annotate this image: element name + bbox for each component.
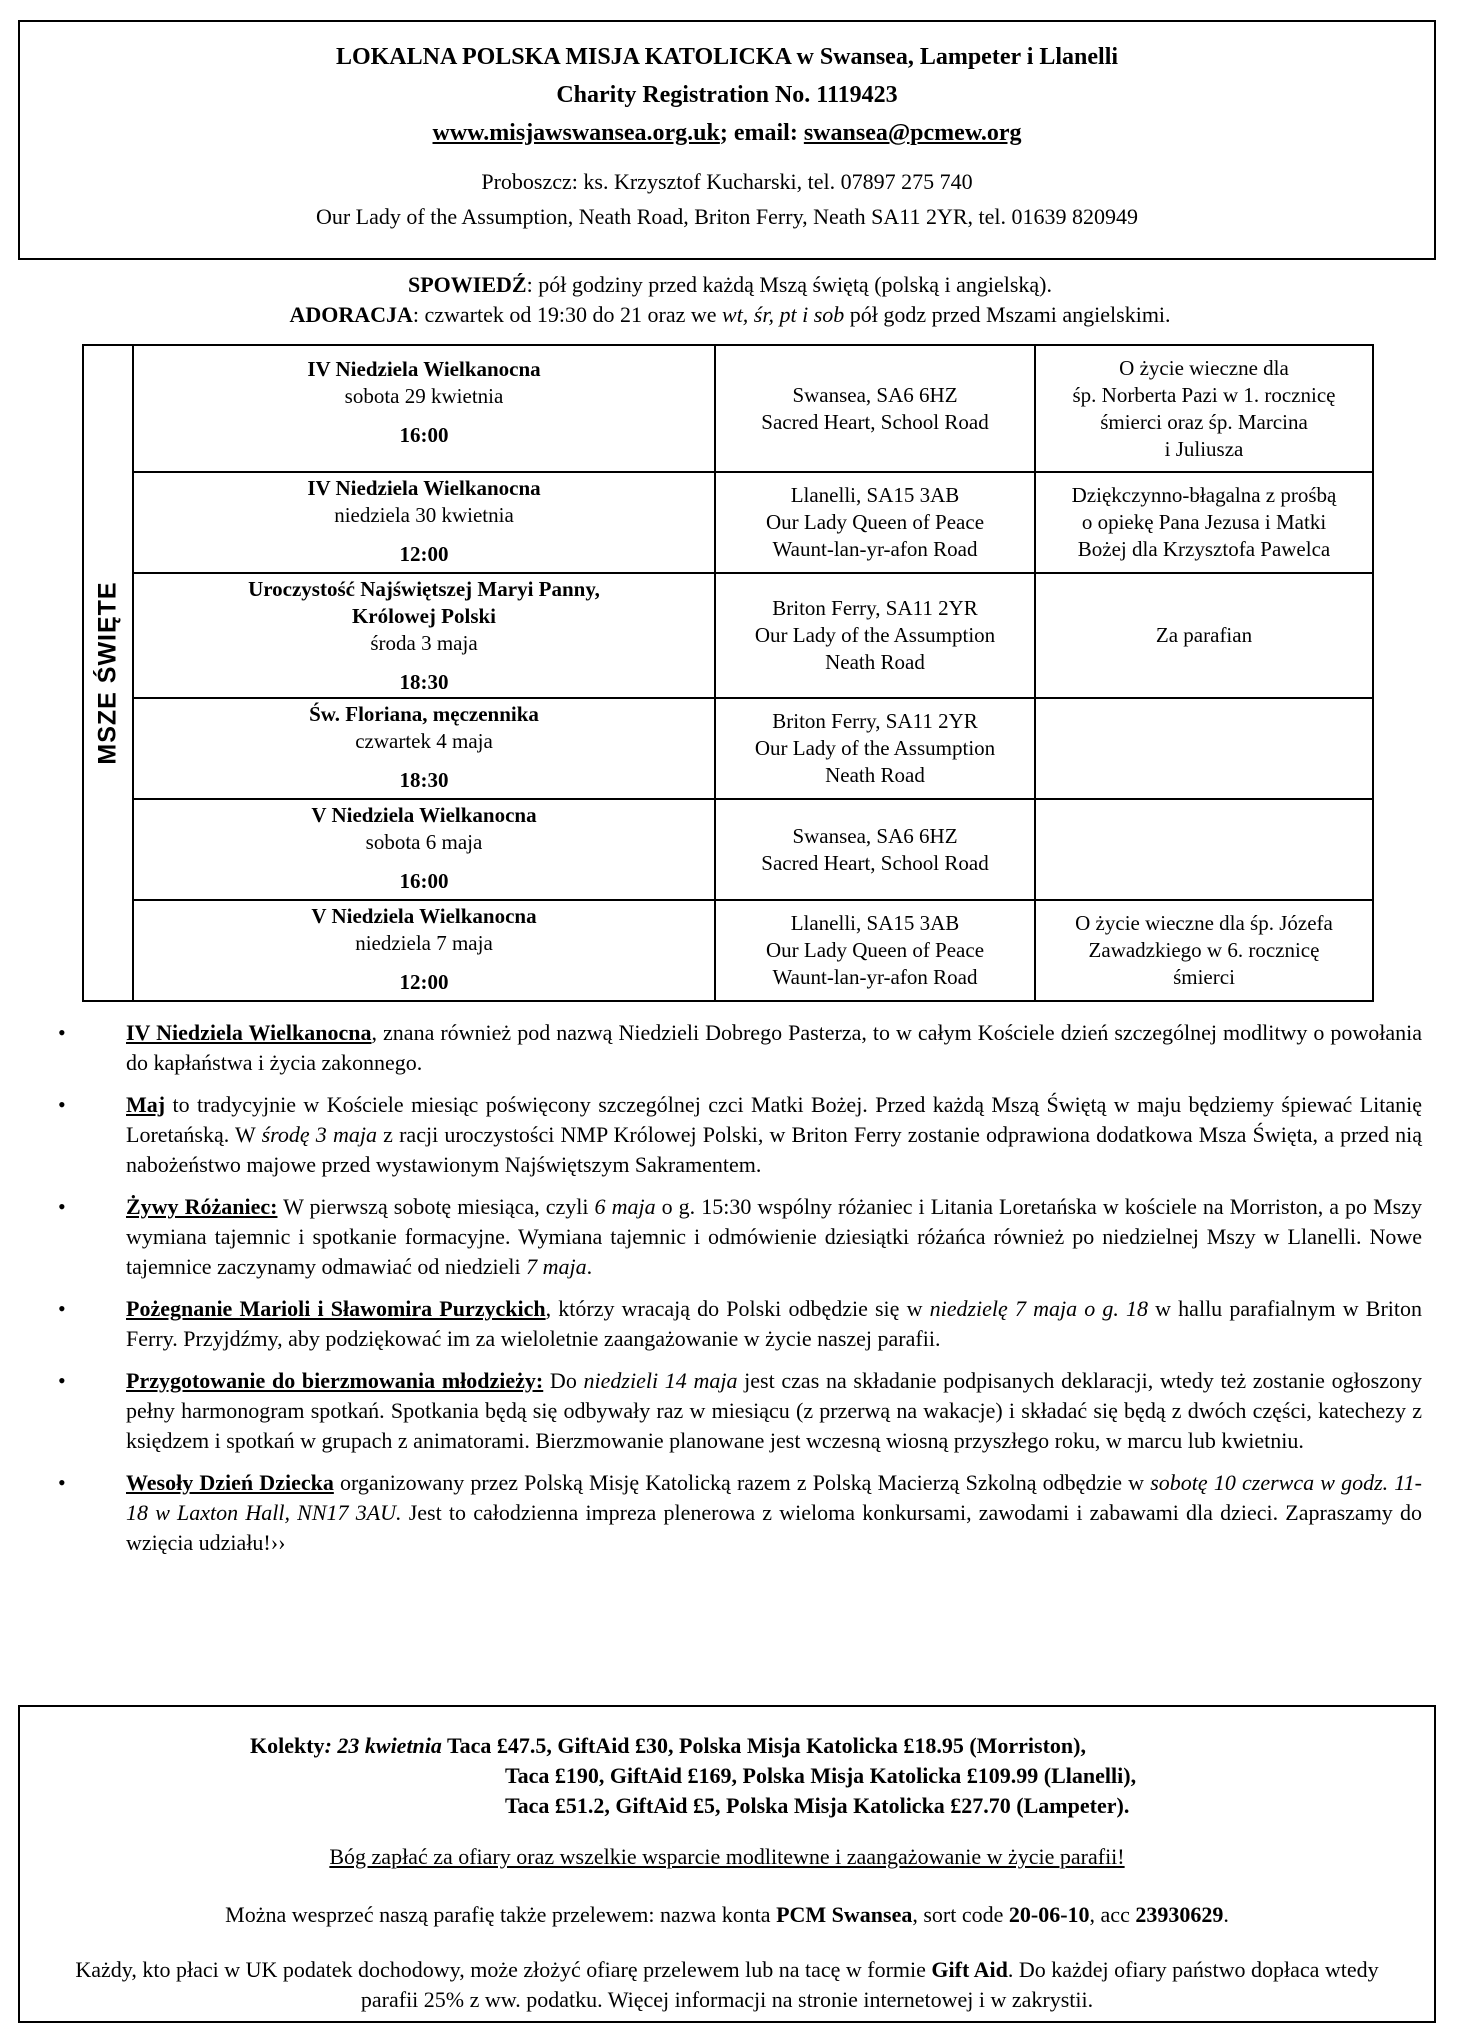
place-line: Our Lady of the Assumption — [754, 736, 996, 761]
gift-aid-label: Gift Aid — [931, 1957, 1008, 1982]
table-row — [83, 472, 1373, 573]
announcement-text: . — [586, 1254, 593, 1279]
intention-line: o opiekę Pana Jezusa i Matki — [1081, 510, 1327, 535]
announcement-italic: 6 maja — [594, 1194, 656, 1219]
place-line: Briton Ferry, SA11 2YR — [772, 709, 978, 734]
place-line: Our Lady Queen of Peace — [765, 938, 985, 963]
announcement-text: jest czas na składanie podpisanych deklaracji, wtedy też zostanie ogłoszony pełny harmonogram spotkań. Spotkania będą się odbywały raz w miesiącu (z przerwą na wakacje) i składać się będą z dwóch części, katechezy z księdzem i spotkań w grupach z animatorami. Bierzmowanie planowane jest wczesną wiosną przyszłego roku, w marcu lub kwietniu. — [126, 1368, 1423, 1453]
place-cell — [715, 573, 1035, 698]
announcement-italic: sobotę 10 czerwca w godz. 11-18 w Laxton Hall, NN17 3AU. — [126, 1470, 1422, 1525]
sort-code: 20-06-10 — [1008, 1902, 1090, 1927]
announcement-text: o g. 15:30 wspólny różaniec i Litania Loretańska w kościele na Morriston, a po Mszy wymiana tajemnic i spotkanie formacyjne. Wymiana tajemnic i odmówienie dziesiątki różańca również po niedzielnej Mszy w Llanelli. Nowe tajemnice zaczynamy odmawiać od niedzieli — [126, 1194, 1422, 1279]
place-line: Llanelli, SA15 3AB — [790, 911, 960, 936]
adoration-days: wt, śr, pt i sob — [722, 302, 845, 327]
gift-aid-text: Każdy, kto płaci w UK podatek dochodowy, może złożyć ofiarę przelewem lub na tacę w formie — [75, 1957, 932, 1982]
event-time: 16:00 — [399, 869, 449, 894]
intention-cell — [1035, 900, 1373, 1001]
event-cell — [133, 799, 715, 900]
header-box — [18, 20, 1436, 260]
place-line: Briton Ferry, SA11 2YR — [772, 596, 978, 621]
contact-line — [20, 114, 1434, 152]
announcement-text: w hallu parafialnym w Briton Ferry. Przyjdźmy, aby podziękować im za wieloletnie zaangażowanie w życie naszej parafii. — [126, 1296, 1422, 1351]
event-name: IV Niedziela Wielkanocna — [307, 476, 541, 501]
event-name: V Niedziela Wielkanocna — [311, 803, 537, 828]
event-cell — [133, 573, 715, 698]
place-line: Swansea, SA6 6HZ — [792, 823, 958, 848]
event-cell — [133, 345, 715, 472]
place-cell — [715, 799, 1035, 900]
account-name: PCM Swansea — [776, 1902, 913, 1927]
announcement-item — [0, 1090, 1460, 1180]
gift-aid-info — [50, 1955, 1404, 2015]
announcement-item — [0, 1468, 1460, 1558]
place-line: Sacred Heart, School Road — [761, 850, 989, 875]
event-cell — [133, 472, 715, 573]
collections-label: Kolekty — [250, 1733, 325, 1758]
event-cell — [133, 900, 715, 1001]
announcement-text: Do — [543, 1368, 584, 1393]
account-text: Można wesprzeć naszą parafię także przelewem: nazwa konta — [225, 1902, 777, 1927]
intention-line: O życie wieczne dla — [1119, 355, 1289, 380]
event-date: środa 3 maja — [370, 631, 478, 656]
announcement-text: organizowany przez Polską Misję Katolicką razem z Polską Macierzą Szkolną odbędzie w — [333, 1470, 1151, 1495]
bullet-dot-icon: • — [58, 1020, 66, 1045]
intention-cell — [1035, 698, 1373, 799]
announcement-italic: niedzielę 7 maja o g. 18 — [929, 1296, 1149, 1321]
confession-info — [0, 270, 1460, 300]
announcement-italic: 7 maja — [526, 1254, 587, 1279]
collections-date: 23 kwietnia — [337, 1733, 442, 1758]
intention-line: Zawadzkiego w 6. rocznicę — [1088, 938, 1320, 963]
collections — [250, 1731, 1136, 1821]
place-line: Waunt-lan-yr-afon Road — [772, 965, 978, 990]
priest-line: Proboszcz: ks. Krzysztof Kucharski, tel. 07897 275 740 — [481, 169, 973, 194]
collections-llanelli: Taca £190, GiftAid £169, Polska Misja Katolicka £109.99 (Llanelli), — [505, 1763, 1137, 1788]
mass-schedule-table — [82, 344, 1374, 1002]
intention-line: Za parafian — [1155, 623, 1253, 648]
announcement-title: IV Niedziela Wielkanocna — [126, 1020, 372, 1045]
announcement-item — [0, 1366, 1460, 1456]
bullet-dot-icon: • — [58, 1470, 66, 1495]
adoration-info — [0, 300, 1460, 330]
side-label-cell — [83, 345, 133, 1001]
intention-line: Dziękczynno-błagalna z prośbą — [1071, 483, 1337, 508]
event-name: Uroczystość Najświętszej Maryi Panny, — [248, 577, 600, 602]
place-line: Waunt-lan-yr-afon Road — [772, 537, 978, 562]
bullet-dot-icon: • — [58, 1368, 66, 1393]
thanks-line: Bóg zapłać za ofiary oraz wszelkie wsparcie modlitewne i zaangażowanie w życie parafii! — [329, 1844, 1125, 1869]
place-line: Swansea, SA6 6HZ — [792, 382, 958, 407]
place-line: Neath Road — [825, 763, 925, 788]
intention-line: Bożej dla Krzysztofa Pawelca — [1077, 537, 1331, 562]
announcement-text: , którzy wracają do Polski odbędzie się w — [545, 1296, 930, 1321]
collections-line — [250, 1731, 1136, 1761]
announcement-item — [0, 1192, 1460, 1282]
account-text: , acc — [1089, 1902, 1136, 1927]
announcement-title: Pożegnanie Marioli i Sławomira Purzyckich — [126, 1296, 546, 1321]
event-date: czwartek 4 maja — [355, 729, 493, 754]
account-text: , sort code — [912, 1902, 1009, 1927]
event-time: 12:00 — [399, 970, 449, 995]
announcements — [0, 1018, 1460, 1570]
adoration-label: ADORACJA — [289, 302, 413, 327]
place-cell — [715, 345, 1035, 472]
event-time: 12:00 — [399, 542, 449, 567]
event-cell — [133, 698, 715, 799]
table-row — [83, 345, 1373, 472]
charity-number: Charity Registration No. 1119423 — [556, 82, 898, 108]
email-link[interactable]: swansea@pcmew.org — [803, 120, 1022, 146]
announcement-item — [0, 1018, 1460, 1078]
place-cell — [715, 698, 1035, 799]
footer-box — [18, 1705, 1436, 2023]
intention-cell — [1035, 799, 1373, 900]
intention-line: śmierci oraz śp. Marcina — [1100, 409, 1308, 434]
event-time: 18:30 — [399, 670, 449, 695]
announcement-text: , znana również pod nazwą Niedzieli Dobrego Pasterza, to w całym Kościele dzień szczególnej modlitwy o powołania do kapłaństwa i życia zakonnego. — [126, 1020, 1422, 1075]
intention-line: O życie wieczne dla śp. Józefa — [1075, 911, 1333, 936]
event-time: 16:00 — [399, 423, 449, 447]
announcement-title: Maj — [126, 1092, 166, 1117]
intention-cell — [1035, 345, 1373, 472]
announcement-italic: niedzieli 14 maja — [583, 1368, 738, 1393]
table-row — [83, 900, 1373, 1001]
announcement-text: Jest to całodzienna impreza plenerowa z wieloma konkursami, zawodami i zabawami dla dzieci. Zapraszamy do wzięcia udziału!›› — [126, 1500, 1422, 1555]
event-date: sobota 6 maja — [365, 830, 483, 855]
announcement-title: Wesoły Dzień Dziecka — [126, 1470, 334, 1495]
address-line: Our Lady of the Assumption, Neath Road, Briton Ferry, Neath SA11 2YR, tel. 01639 820949 — [315, 204, 1139, 229]
collections-lampeter: Taca £51.2, GiftAid £5, Polska Misja Katolicka £27.70 (Lampeter). — [505, 1793, 1130, 1818]
side-label: MSZE ŚWIĘTE — [93, 581, 122, 765]
table-row — [83, 799, 1373, 900]
mission-title: LOKALNA POLSKA MISJA KATOLICKA w Swansea, Lampeter i Llanelli — [335, 44, 1119, 70]
gift-aid-text: . Do każdej ofiary państwo dopłaca wtedy parafii 25% z ww. podatku. Więcej informacji na stronie internetowej i w zakrystii. — [360, 1957, 1379, 2012]
place-line: Sacred Heart, School Road — [761, 409, 989, 434]
intention-line: śp. Norberta Pazi w 1. rocznicę — [1072, 382, 1336, 407]
place-cell — [715, 472, 1035, 573]
announcement-title: Przygotowanie do bierzmowania młodzieży: — [126, 1368, 544, 1393]
adoration-text: : czwartek od 19:30 do 21 oraz we — [412, 302, 723, 327]
intention-cell — [1035, 573, 1373, 698]
place-line: Llanelli, SA15 3AB — [790, 483, 960, 508]
table-row — [83, 573, 1373, 698]
event-date: niedziela 30 kwietnia — [334, 503, 514, 528]
event-name: Św. Floriana, męczennika — [309, 702, 539, 727]
bank-account-line — [20, 1900, 1434, 1930]
account-number: 23930629 — [1135, 1902, 1224, 1927]
bullet-dot-icon: • — [58, 1092, 66, 1117]
event-name-line2: Królowej Polski — [351, 604, 497, 629]
adoration-text-end: pół godz przed Mszami angielskimi. — [844, 302, 1171, 327]
event-name: IV Niedziela Wielkanocna — [307, 357, 541, 381]
announcement-text: z racji uroczystości NMP Królowej Polski, w Briton Ferry zostanie odprawiona dodatkowa Msza Święta, a przed nią nabożeństwo majowe przed wystawionym Najświętszym Sakramentem. — [126, 1122, 1422, 1177]
intention-line: śmierci — [1173, 965, 1235, 990]
event-date: sobota 29 kwietnia — [344, 384, 504, 408]
announcement-title: Żywy Różaniec: — [126, 1194, 278, 1219]
collections-colon: : — [324, 1733, 338, 1758]
announcement-text: to tradycyjnie w Kościele miesiąc poświęcony szczególnej czci Matki Bożej. Przed każdą Mszą Świętą w maju będziemy śpiewać Litanię Loretańską. W — [126, 1092, 1422, 1147]
bullet-dot-icon: • — [58, 1194, 66, 1219]
website-link[interactable]: www.misjawswansea.org.uk — [432, 120, 720, 146]
confession-label: SPOWIEDŹ — [408, 272, 527, 297]
bullet-dot-icon: • — [58, 1296, 66, 1321]
announcement-text: W pierwszą sobotę miesiąca, czyli — [277, 1194, 595, 1219]
place-line: Neath Road — [825, 650, 925, 675]
announcement-item — [0, 1294, 1460, 1354]
event-time: 18:30 — [399, 768, 449, 793]
email-label: ; email: — [719, 120, 804, 146]
place-line: Our Lady Queen of Peace — [765, 510, 985, 535]
confession-text: : pół godziny przed każdą Mszą świętą (polską i angielską). — [526, 272, 1052, 297]
intention-line: i Juliusza — [1164, 436, 1244, 461]
event-name: V Niedziela Wielkanocna — [311, 904, 537, 929]
place-line: Our Lady of the Assumption — [754, 623, 996, 648]
place-cell — [715, 900, 1035, 1001]
account-text: . — [1223, 1902, 1229, 1927]
table-row — [83, 698, 1373, 799]
announcement-italic: środę 3 maja — [261, 1122, 377, 1147]
intention-cell — [1035, 472, 1373, 573]
event-date: niedziela 7 maja — [355, 931, 493, 956]
collections-morriston: Taca £47.5, GiftAid £30, Polska Misja Katolicka £18.95 (Morriston), — [441, 1733, 1086, 1758]
